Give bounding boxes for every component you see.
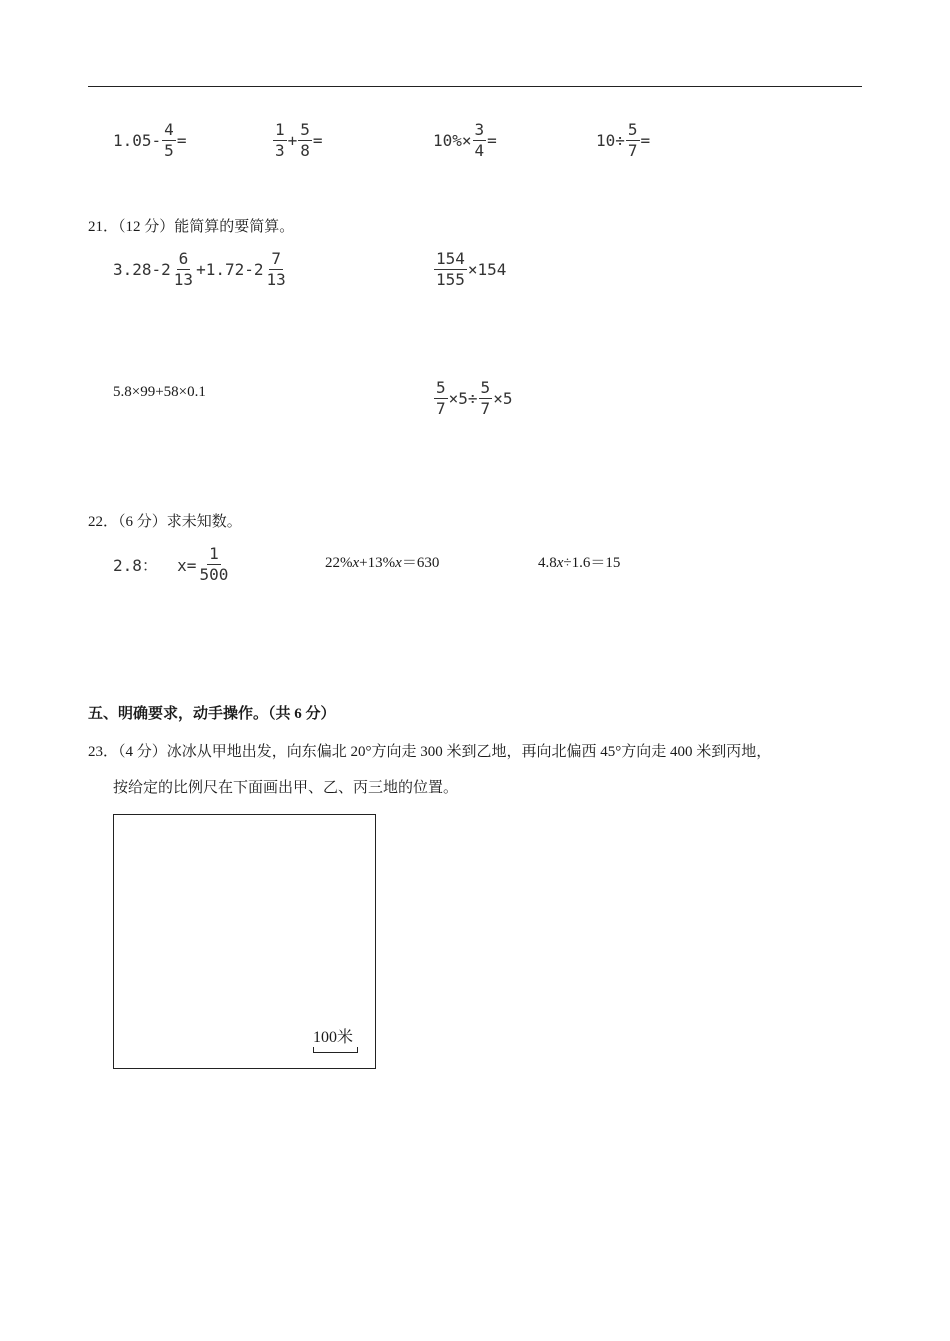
q21-expr-2: $\frac{154}{155}$ ×154 [436, 249, 507, 289]
question-21-title: 21．（12 分）能简算的要简算。 [88, 219, 295, 235]
expr-1-05-minus-frac: 1.05- $\frac{4}{5}$ = [113, 120, 187, 160]
scale-bar [313, 1047, 358, 1053]
q21-expr-4: $\frac{5}{7}$ ×5÷ $\frac{5}{7}$ ×5 [436, 378, 513, 418]
question-23-line2: 按给定的比例尺在下面画出甲、乙、丙三地的位置。 [113, 780, 459, 796]
header-rule [88, 86, 862, 87]
q21-expr-1: 3.28-2 $\frac{6}{13}$ +1.72-2 $\frac{7}{13}$ [113, 249, 286, 289]
q22-expr-1: 2.8： x= $\frac{1}{500}$ [113, 544, 229, 584]
question-22-title: 22．（6 分）求未知数。 [88, 514, 242, 530]
expr-percent-times-frac: 10%× $\frac{3}{4}$ = [433, 120, 497, 160]
expr-frac-plus-frac: $\frac{1}{3}$ + $\frac{5}{8}$ = [275, 120, 323, 160]
q21-expr-3: 5.8×99+58×0.1 [113, 384, 206, 400]
q22-expr-2: 22%x+13%x＝630 [325, 555, 440, 571]
expr-10-div-frac: 10÷ $\frac{5}{7}$ = [596, 120, 651, 160]
scale-label: 100米 [313, 1029, 354, 1046]
q22-expr-3: 4.8x÷1.6＝15 [538, 555, 621, 571]
section-5-heading: 五、明确要求，动手操作。（共 6 分） [88, 706, 336, 722]
question-23-line1: 23．（4 分）冰冰从甲地出发，向东偏北 20°方向走 300 米到乙地，再向北偏西 45°方向走 400 米到丙地， [88, 744, 772, 760]
